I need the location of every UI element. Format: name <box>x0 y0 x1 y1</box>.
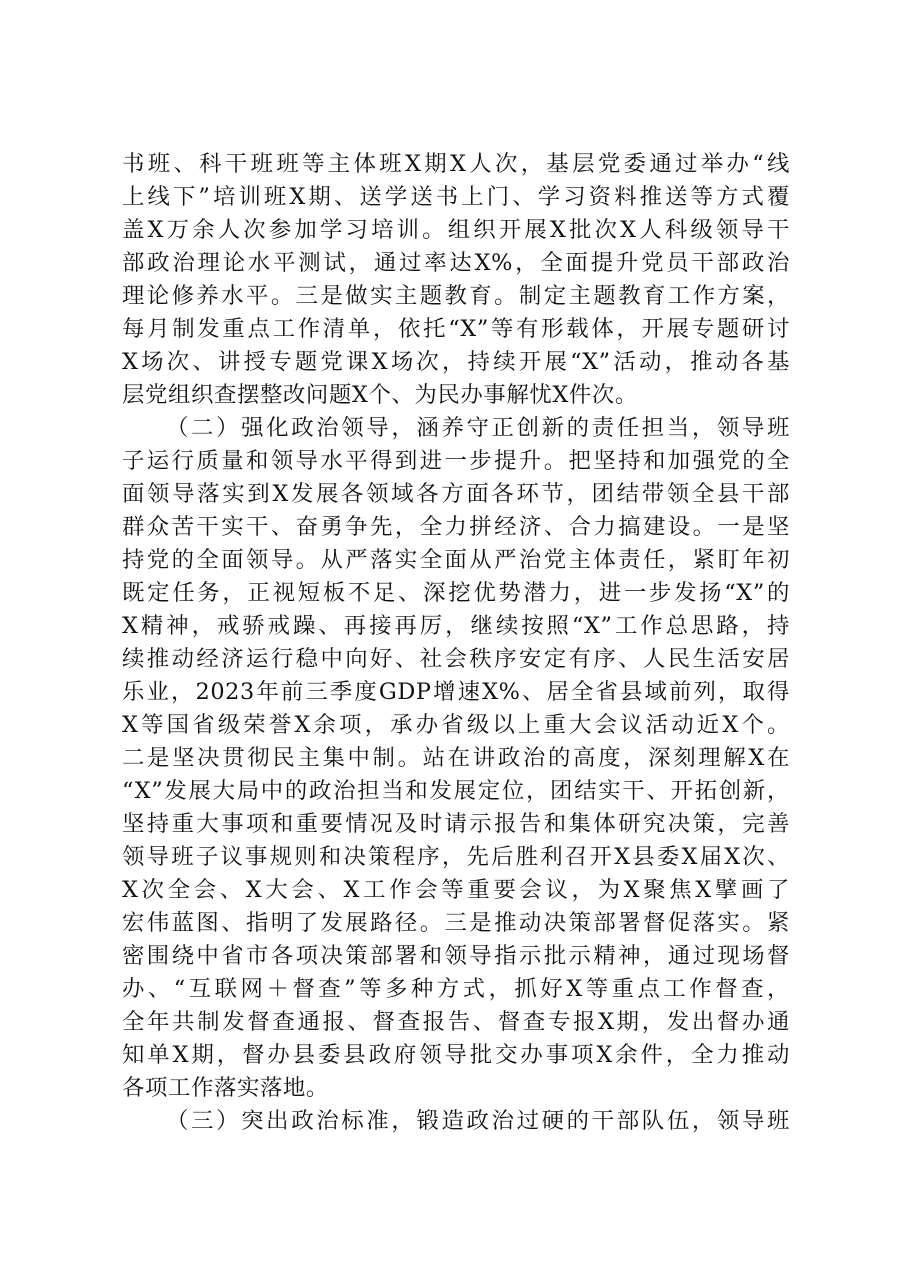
paragraph-line: 办、“互联网＋督查”等多种方式，抓好X等重点工作督查， <box>122 976 790 1002</box>
paragraph-line: 面领导落实到X发展各领域各方面各环节，团结带领全县干部 <box>122 481 790 507</box>
paragraph-line: 坚持重大事项和重要情况及时请示报告和集体研究决策，完善 <box>122 811 790 837</box>
paragraph-line: 密围绕中省市各项决策部署和领导指示批示精神，通过现场督 <box>122 943 790 969</box>
paragraph-line: 群众苦干实干、奋勇争先，全力拼经济、合力搞建设。一是坚 <box>122 514 790 540</box>
paragraph-line: 子运行质量和领导水平得到进一步提升。把坚持和加强党的全 <box>122 448 790 474</box>
paragraph-line: 上线下”培训班X期、送学送书上门、学习资料推送等方式覆 <box>122 184 790 210</box>
paragraph-line: 既定任务，正视短板不足、深挖优势潜力，进一步发扬“X”的 <box>122 580 790 606</box>
paragraph-line: 持党的全面领导。从严落实全面从严治党主体责任，紧盯年初 <box>122 547 790 573</box>
paragraph-line: X次全会、X大会、X工作会等重要会议，为X聚焦X擘画了 <box>122 877 790 903</box>
paragraph-line: 层党组织查摆整改问题X个、为民办事解忧X件次。 <box>122 382 638 408</box>
paragraph-line: 全年共制发督查通报、督查报告、督查专报X期，发出督办通 <box>122 1009 790 1035</box>
paragraph-line: 知单X期，督办县委县政府领导批交办事项X余件，全力推动 <box>122 1042 790 1068</box>
paragraph-line: “X”发展大局中的政治担当和发展定位，团结实干、开拓创新， <box>122 778 790 804</box>
paragraph-line: X精神，戒骄戒躁、再接再厉，继续按照“X”工作总思路，持 <box>122 613 790 639</box>
paragraph-line: 领导班子议事规则和决策程序，先后胜利召开X县委X届X次、 <box>122 844 790 870</box>
paragraph-line: 续推动经济运行稳中向好、社会秩序安定有序、人民生活安居 <box>122 646 790 672</box>
section-heading-line: （三）突出政治标准，锻造政治过硬的干部队伍，领导班 <box>166 1108 790 1134</box>
paragraph-line: 部政治理论水平测试，通过率达X%，全面提升党员干部政治 <box>122 250 790 276</box>
paragraph-line: 宏伟蓝图、指明了发展路径。三是推动决策部署督促落实。紧 <box>122 910 790 936</box>
paragraph-line: X等国省级荣誉X余项，承办省级以上重大会议活动近X个。 <box>122 712 790 738</box>
paragraph-line: 每月制发重点工作清单，依托“X”等有形载体，开展专题研讨 <box>122 316 790 342</box>
paragraph-line: 盖X万余人次参加学习培训。组织开展X批次X人科级领导干 <box>122 217 790 243</box>
paragraph-line: 乐业，2023年前三季度GDP增速X%、居全省县域前列，取得 <box>122 679 790 705</box>
section-heading-line: （二）强化政治领导，涵养守正创新的责任担当，领导班 <box>166 415 790 441</box>
paragraph-line: 书班、科干班班等主体班X期X人次，基层党委通过举办“线 <box>122 151 790 177</box>
body-text <box>122 148 790 1138</box>
paragraph-line: X场次、讲授专题党课X场次，持续开展“X”活动，推动各基 <box>122 349 790 375</box>
paragraph-line: 二是坚决贯彻民主集中制。站在讲政治的高度，深刻理解X在 <box>122 745 790 771</box>
paragraph-line: 理论修养水平。三是做实主题教育。制定主题教育工作方案， <box>122 283 790 309</box>
paragraph-line: 各项工作落实落地。 <box>122 1075 329 1101</box>
